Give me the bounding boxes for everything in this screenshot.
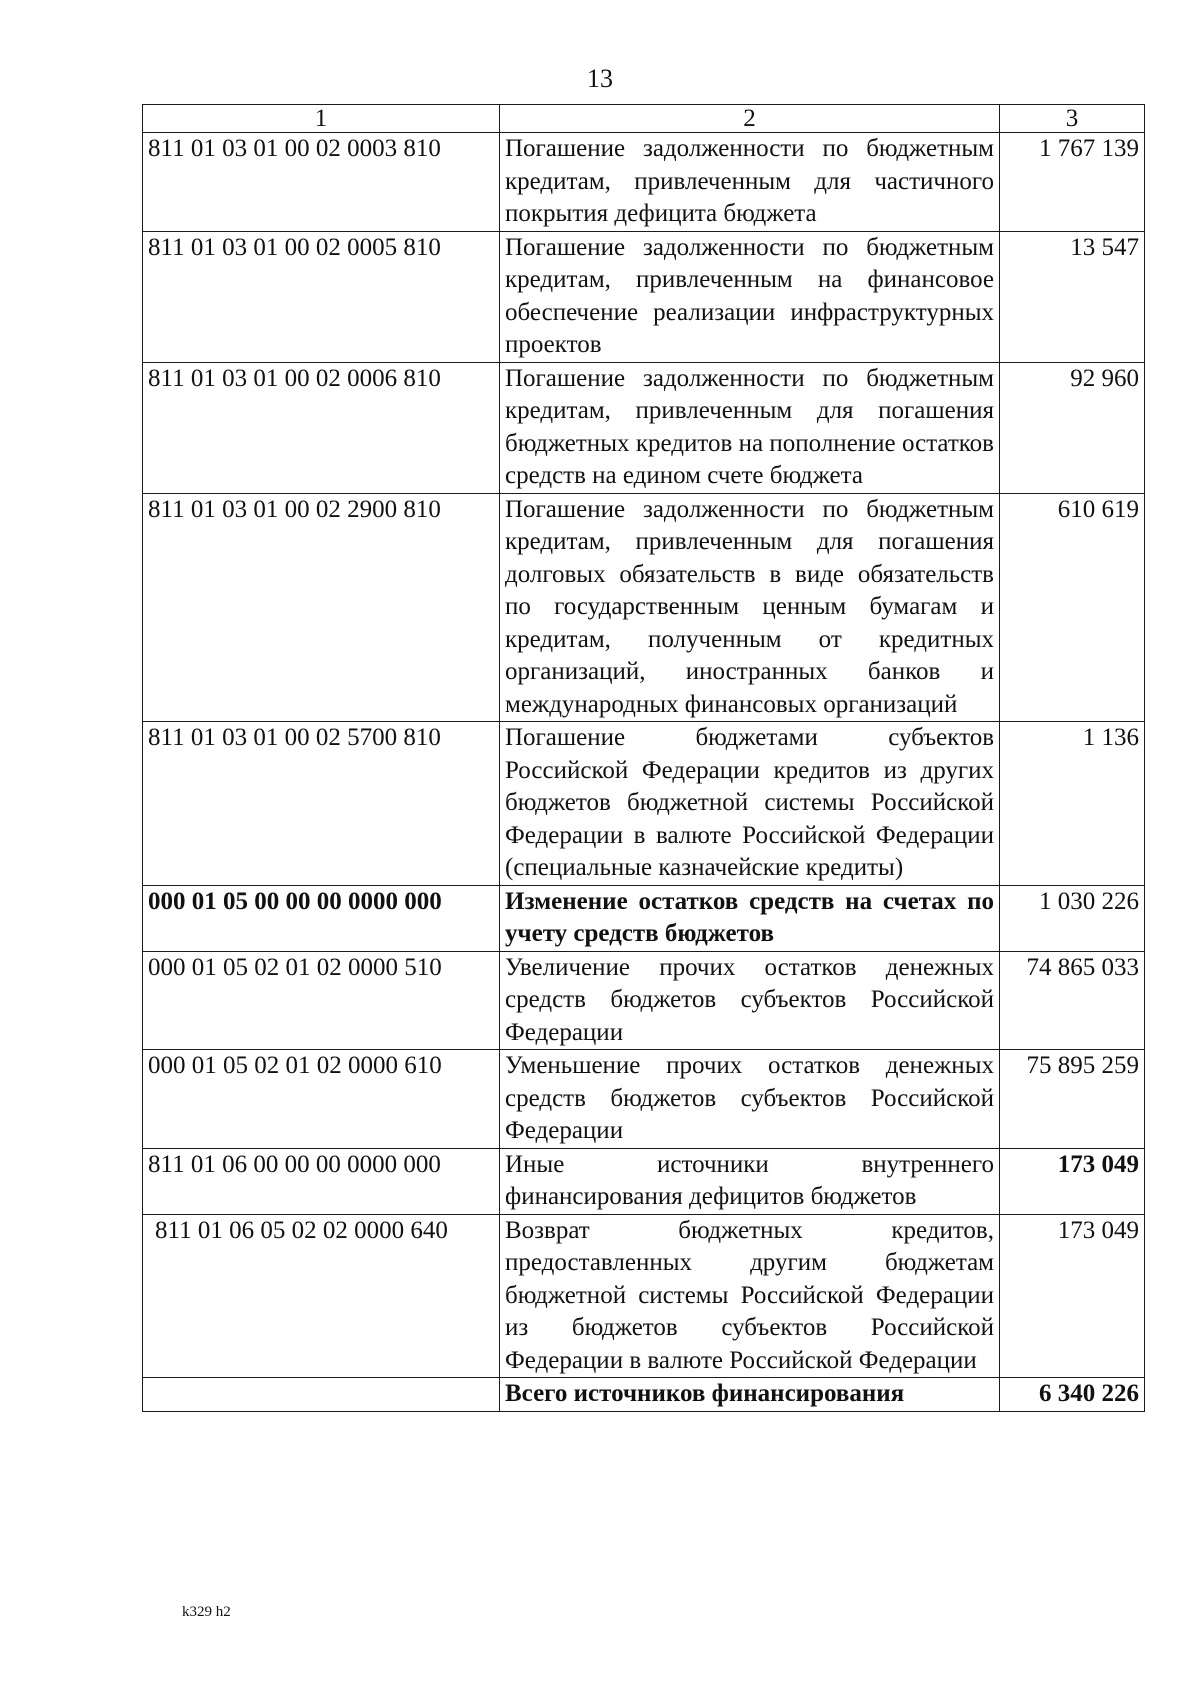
row-code: 811 01 06 05 02 02 0000 640 (143, 1214, 500, 1378)
total-label: Всего источников финансирования (500, 1378, 1000, 1412)
budget-sources-table (142, 104, 1145, 1412)
table-row (143, 1050, 1145, 1149)
row-name: Возврат бюджетных кредитов, предоставленных другим бюджетам бюджетной системы Российской Федерации из бюджетов субъектов Российской Федерации в валюте Российской Федерации (500, 1214, 1000, 1378)
table-row-section (143, 885, 1145, 951)
row-name: Изменение остатков средств на счетах по учету средств бюджетов (500, 885, 1000, 951)
row-amount: 92 960 (1000, 362, 1145, 493)
row-amount: 75 895 259 (1000, 1050, 1145, 1149)
row-amount: 610 619 (1000, 493, 1145, 722)
table-row (143, 951, 1145, 1050)
column-header-amount: 3 (1000, 105, 1145, 133)
page-number: 13 (587, 64, 613, 93)
footer-mark: k329 h2 (182, 1604, 231, 1620)
row-name: Погашение задолженности по бюджетным кредитам, привлеченным для погашения бюджетных кредитов на пополнение остатков средств на едином счете бюджета (500, 362, 1000, 493)
row-amount: 13 547 (1000, 231, 1145, 362)
row-name: Погашение бюджетами субъектов Российской Федерации кредитов из других бюджетов бюджетной системы Российской Федерации в валюте Российской Федерации (специальные казначейские кредиты) (500, 722, 1000, 886)
row-code: 811 01 03 01 00 02 0006 810 (143, 362, 500, 493)
row-amount: 1 136 (1000, 722, 1145, 886)
row-code: 000 01 05 00 00 00 0000 000 (143, 885, 500, 951)
row-code: 811 01 03 01 00 02 5700 810 (143, 722, 500, 886)
row-code: 811 01 03 01 00 02 2900 810 (143, 493, 500, 722)
table-row (143, 722, 1145, 886)
column-header-code: 1 (143, 105, 500, 133)
table-header-row (143, 105, 1145, 133)
row-code: 000 01 05 02 01 02 0000 610 (143, 1050, 500, 1149)
row-amount: 74 865 033 (1000, 951, 1145, 1050)
row-name: Уменьшение прочих остатков денежных средств бюджетов субъектов Российской Федерации (500, 1050, 1000, 1149)
row-name: Погашение задолженности по бюджетным кредитам, привлеченным на финансовое обеспечение реализации инфраструктурных проектов (500, 231, 1000, 362)
table-row (143, 133, 1145, 232)
row-code: 811 01 03 01 00 02 0005 810 (143, 231, 500, 362)
row-name: Погашение задолженности по бюджетным кредитам, привлеченным для погашения долговых обязательств в виде обязательств по государственным ценным бумагам и кредитам, полученным от кредитных организаций, иностранных банков и международных финансовых организаций (500, 493, 1000, 722)
table-row (143, 1148, 1145, 1214)
row-name: Иные источники внутреннего финансирования дефицитов бюджетов (500, 1148, 1000, 1214)
row-name: Погашение задолженности по бюджетным кредитам, привлеченным для частичного покрытия дефицита бюджета (500, 133, 1000, 232)
table-row (143, 362, 1145, 493)
row-amount: 1 030 226 (1000, 885, 1145, 951)
table-row (143, 231, 1145, 362)
table-row (143, 1214, 1145, 1378)
row-code: 811 01 06 00 00 00 0000 000 (143, 1148, 500, 1214)
row-amount: 173 049 (1000, 1214, 1145, 1378)
row-amount: 1 767 139 (1000, 133, 1145, 232)
total-code (143, 1378, 500, 1412)
row-name: Увеличение прочих остатков денежных средств бюджетов субъектов Российской Федерации (500, 951, 1000, 1050)
table-total-row (143, 1378, 1145, 1412)
column-header-name: 2 (500, 105, 1000, 133)
row-code: 811 01 03 01 00 02 0003 810 (143, 133, 500, 232)
table-row (143, 493, 1145, 722)
row-code: 000 01 05 02 01 02 0000 510 (143, 951, 500, 1050)
row-amount: 173 049 (1000, 1148, 1145, 1214)
total-amount: 6 340 226 (1000, 1378, 1145, 1412)
